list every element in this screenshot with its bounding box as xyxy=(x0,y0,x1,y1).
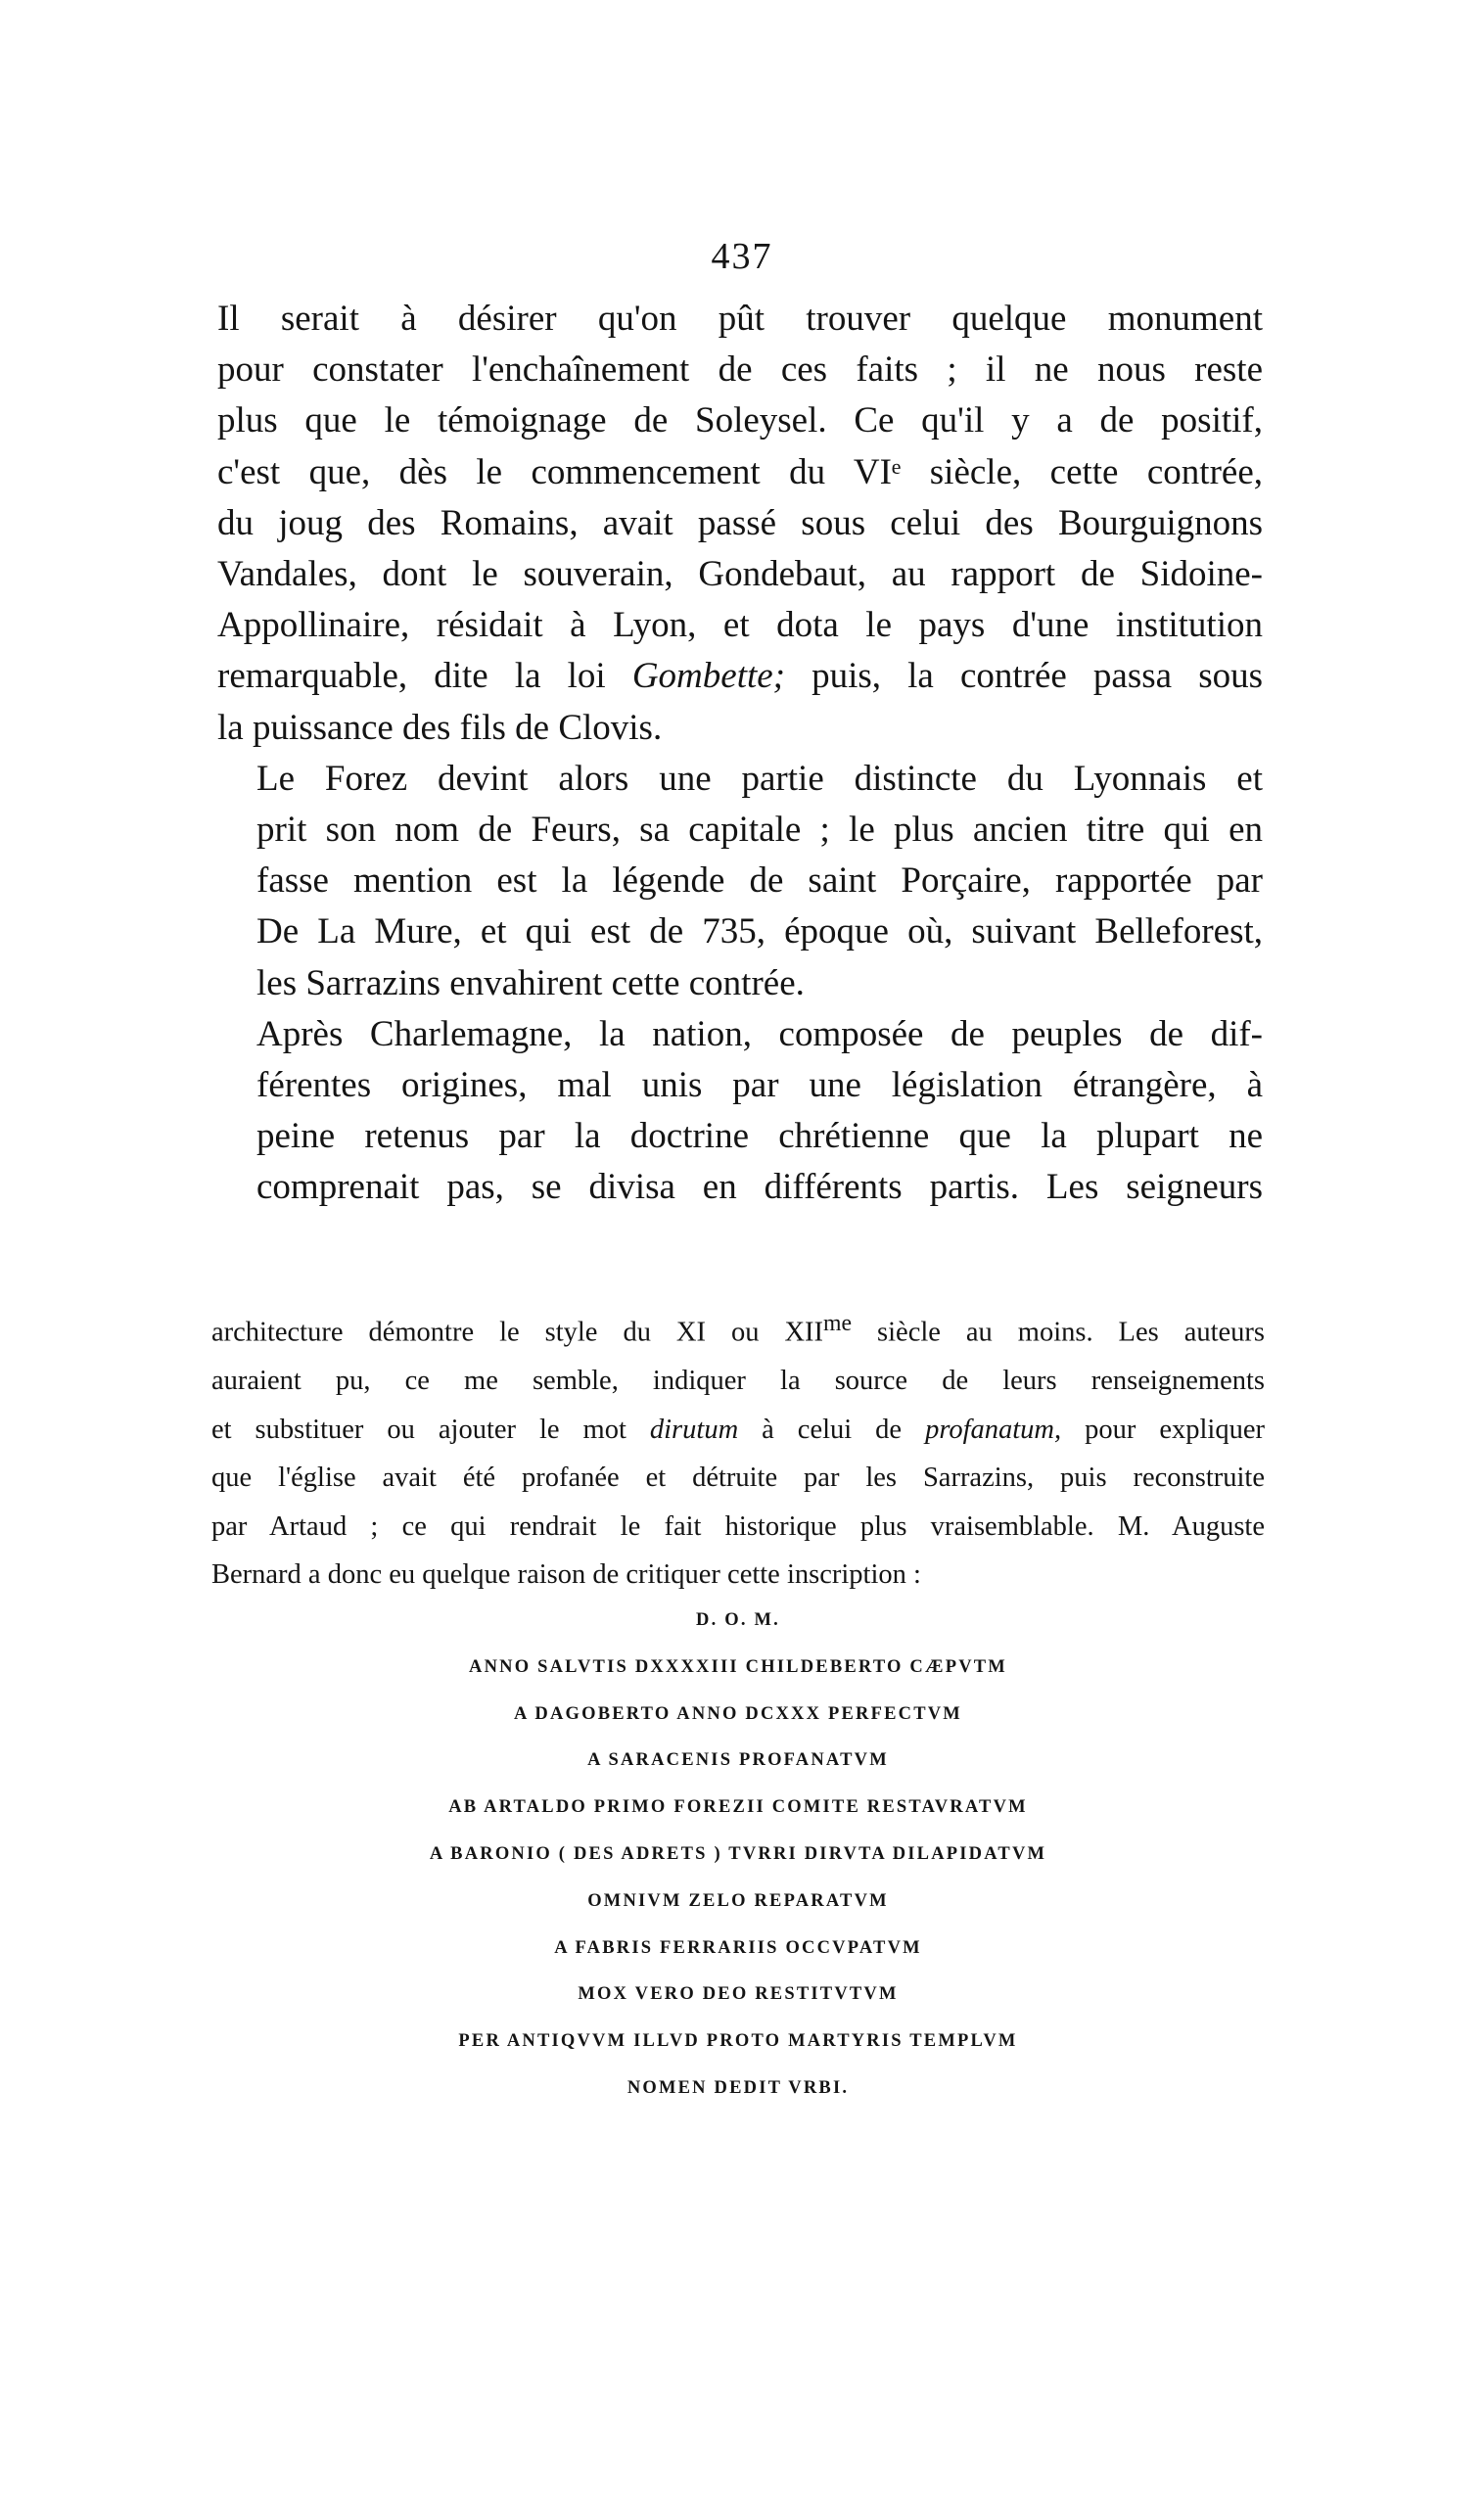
text-line: les Sarrazins envahirent cette contrée. xyxy=(256,962,805,1003)
superscript: me xyxy=(823,1311,853,1336)
inscription-line: D. O. M. xyxy=(696,1610,780,1630)
text-line-with-italic xyxy=(217,651,1263,702)
footnote-line: que l'église avait été profanée et détruite par les Sarrazins, puis reconstruite xyxy=(211,1463,1265,1493)
footnote-line: auraient pu, ce me semble, indiquer la source de leurs renseignements xyxy=(211,1366,1265,1396)
text-segment: puis, la contrée passa sous xyxy=(785,656,1263,697)
text-segment: à celui de xyxy=(738,1414,926,1445)
text-line: Après Charlemagne, la nation, composée de peuples de dif- xyxy=(256,1013,1263,1054)
inscription-line: ANNO SALVTIS DXXXXIII CHILDEBERTO CÆPVTM xyxy=(469,1656,1007,1677)
text-segment: et substituer ou ajouter le mot xyxy=(211,1414,650,1445)
footnote-line: par Artaud ; ce qui rendrait le fait historique plus vraisemblable. M. Auguste xyxy=(211,1510,1265,1542)
text-segment: remarquable, dite la loi xyxy=(217,656,606,697)
inscription-line: A FABRIS FERRARIIS OCCVPATVM xyxy=(554,1937,922,1958)
text-line: férentes origines, mal unis par une législation étrangère, à xyxy=(256,1065,1263,1106)
italic-term: profanatum, xyxy=(925,1414,1062,1445)
inscription-line: NOMEN DEDIT VRBI. xyxy=(626,2077,850,2098)
text-line: plus que le témoignage de Soleysel. Ce qu'il y a de positif, xyxy=(217,400,1263,441)
text-line: la puissance des fils de Clovis. xyxy=(217,707,663,748)
footnote xyxy=(211,1300,1265,1600)
paragraph-1 xyxy=(217,294,1263,754)
inscription-line: MOX VERO DEO RESTITVTVM xyxy=(578,1984,899,2005)
italic-term: dirutum xyxy=(649,1414,739,1445)
main-text xyxy=(217,294,1263,1214)
inscription-line: PER ANTIQVVM ILLVD PROTO MARTYRIS TEMPLVM xyxy=(458,2031,1018,2052)
footnote-line: Bernard a donc eu quelque raison de critiquer cette inscription : xyxy=(211,1559,921,1590)
text-line: Appollinaire, résidait à Lyon, et dota le pays d'une institution xyxy=(217,605,1263,646)
text-line: Il serait à désirer qu'on pût trouver quelque monument xyxy=(217,299,1263,339)
inscription-line: A BARONIO ( DES ADRETS ) TVRRI DIRVTA DILAPIDATVM xyxy=(429,1843,1047,1864)
text-line: du joug des Romains, avait passé sous celui des Bourguignons xyxy=(217,502,1263,543)
text-line: Vandales, dont le souverain, Gondebaut, au rapport de Sidoine- xyxy=(217,554,1263,595)
paragraph-3 xyxy=(217,1009,1263,1214)
text-segment: siècle au moins. Les auteurs xyxy=(852,1317,1265,1348)
text-line: c'est que, dès le commencement du VIᵉ siècle, cette contrée, xyxy=(217,451,1263,492)
text-line: pour constater l'enchaînement de ces faits ; il ne nous reste xyxy=(217,349,1263,391)
text-line: Le Forez devint alors une partie distincte du Lyonnais et xyxy=(256,758,1263,799)
footnote-line xyxy=(211,1406,1265,1455)
inscription-line: OMNIVM ZELO REPARATVM xyxy=(587,1890,889,1911)
text-segment: pour expliquer xyxy=(1061,1414,1265,1445)
text-line: comprenait pas, se divisa en différents partis. Les seigneurs xyxy=(256,1167,1263,1208)
inscription-line: AB ARTALDO PRIMO FOREZII COMITE RESTAVRATVM xyxy=(448,1797,1028,1818)
text-line: peine retenus par la doctrine chrétienne que la plupart ne xyxy=(256,1116,1263,1157)
inscription-line: A DAGOBERTO ANNO DCXXX PERFECTVM xyxy=(514,1703,962,1724)
text-line: prit son nom de Feurs, sa capitale ; le plus ancien titre qui en xyxy=(256,810,1263,851)
inscription-line: A SARACENIS PROFANATVM xyxy=(587,1750,889,1771)
text-line: fasse mention est la légende de saint Porçaire, rapportée par xyxy=(256,860,1263,902)
text-line: De La Mure, et qui est de 735, époque où, suivant Belleforest, xyxy=(256,911,1263,952)
latin-inscription xyxy=(211,1598,1265,2113)
text-segment: architecture démontre le style du XI ou XII xyxy=(211,1317,824,1348)
paragraph-2 xyxy=(217,754,1263,1009)
footnote-line xyxy=(211,1300,1265,1357)
page-number: 437 xyxy=(711,236,773,277)
italic-term: Gombette; xyxy=(631,656,785,697)
